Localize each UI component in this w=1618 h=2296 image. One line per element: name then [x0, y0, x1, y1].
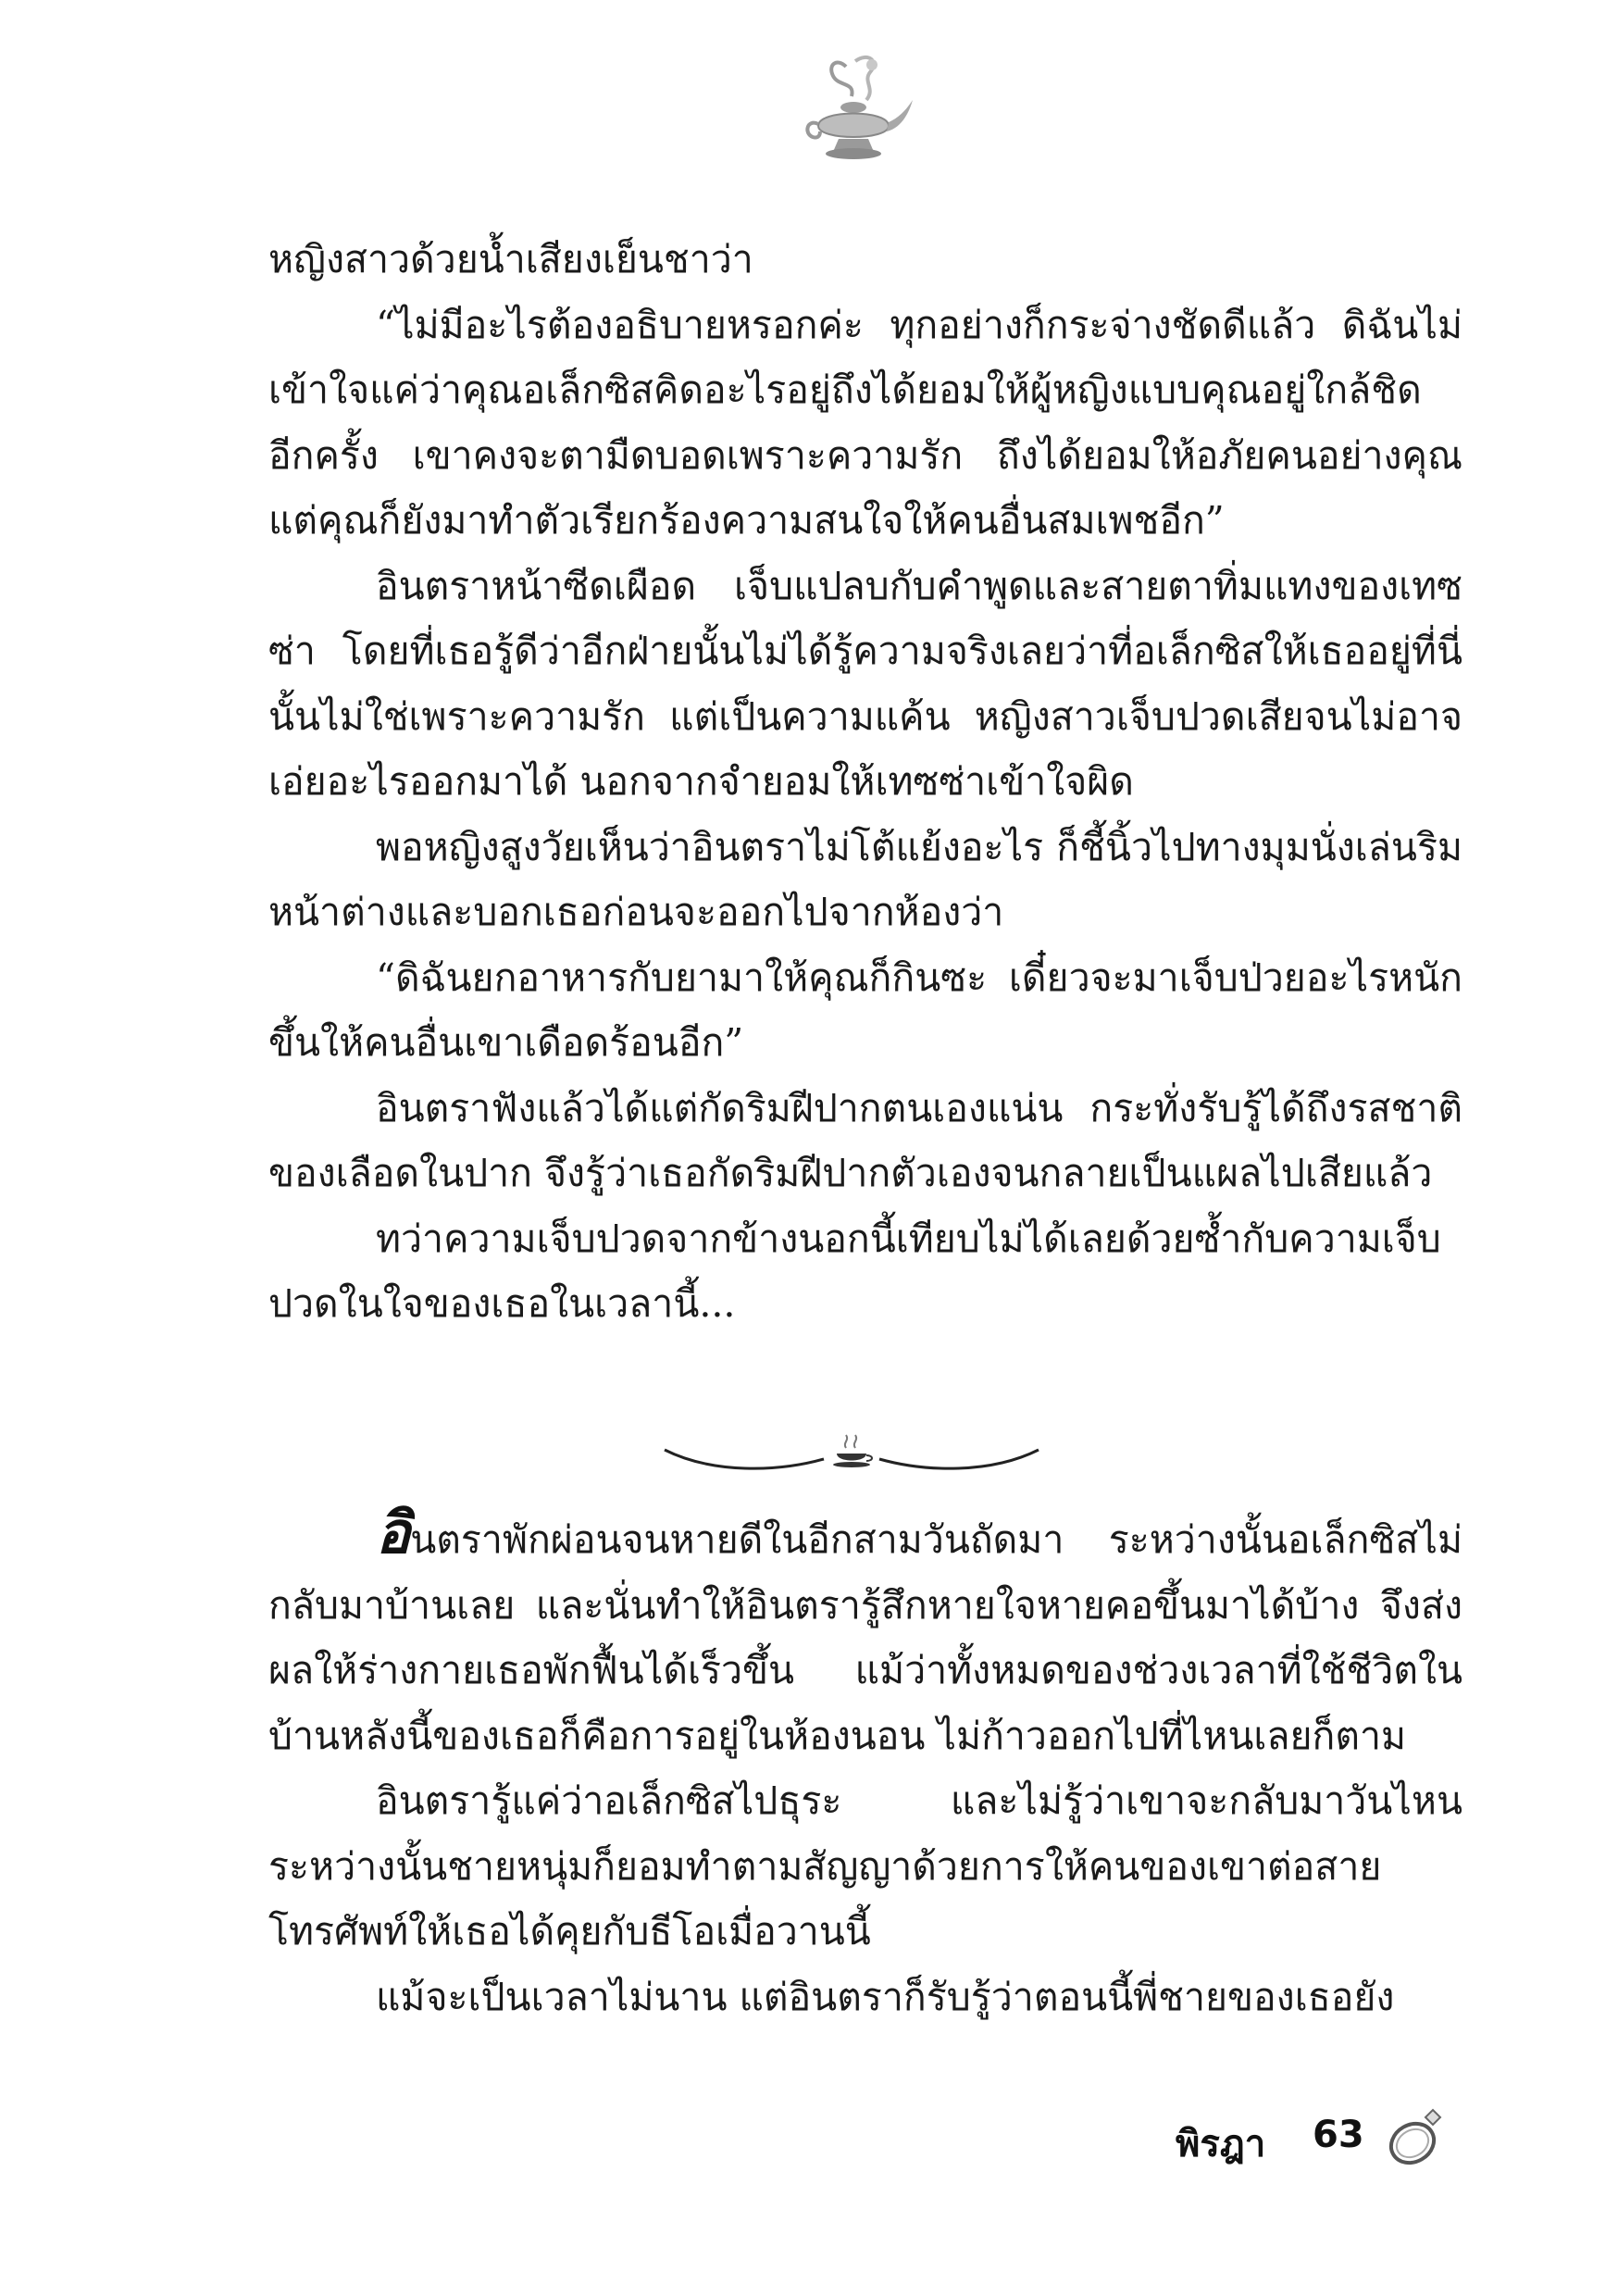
paragraph-1: หญิงสาวด้วยน้ำเสียงเย็นชาว่า [268, 237, 753, 281]
drop-initial: อิ [376, 1499, 411, 1566]
paragraph-3: อินตราหน้าซีดเผือด เจ็บแปลบกับคำพูดและสายตาทิ่มแทงของเทซซ่า โดยที่เธอรู้ดีว่าอีกฝ่ายนั้นไม่ได้รู้ความจริงเลยว่าที่อเล็กซิสให้เธออยู่ที่นี่นั้นไม่ใช่เพราะความรัก แต่เป็นความแค้น หญิงสาวเจ็บปวดเสียจนไม่อาจเอ่ยอะไรออกมาได้ นอกจากจำยอมให้เทซซ่าเข้าใจผิด [268, 563, 1462, 804]
main-text-top [268, 227, 1462, 1337]
section2-paragraph-1-rest: นตราพักผ่อนจนหายดีในอีกสามวันถัดมา ระหว่างนั้นอเล็กซิสไม่กลับมาบ้านเลย และนั่นทำให้อินตรารู้สึกหายใจหายคอขึ้นมาได้บ้าง จึงส่งผลให้ร่างกายเธอพักฟื้นได้เร็วขึ้น แม้ว่าทั้งหมดของช่วงเวลาที่ใช้ชีวิตในบ้านหลังนี้ของเธอก็คือการอยู่ในห้องนอน ไม่ก้าวออกไปที่ไหนเลยก็ตาม [268, 1517, 1462, 1758]
page-number: 63 [1313, 2114, 1364, 2156]
coffee-cup-icon [833, 1435, 872, 1467]
paragraph-5: “ดิฉันยกอาหารกับยามาให้คุณก็กินซะ เดี๋ยวจะมาเจ็บป่วยอะไรหนักขึ้นให้คนอื่นเขาเดือดร้อนอีก” [268, 955, 1462, 1065]
paragraph-7: ทว่าความเจ็บปวดจากข้างนอกนี้เทียบไม่ได้เลยด้วยซ้ำกับความเจ็บปวดในใจของเธอในเวลานี้... [268, 1216, 1441, 1326]
author-name: พิรฎา [1176, 2123, 1266, 2165]
genie-lamp-icon [790, 48, 916, 174]
paragraph-2: “ไม่มีอะไรต้องอธิบายหรอกค่ะ ทุกอย่างก็กระจ่างชัดดีแล้ว ดิฉันไม่เข้าใจแค่ว่าคุณอเล็กซิสคิดอะไรอยู่ถึงได้ยอมให้ผู้หญิงแบบคุณอยู่ใกล้ชิดอีกครั้ง เขาคงจะตามืดบอดเพราะความรัก ถึงได้ยอมให้อภัยคนอย่างคุณ แต่คุณก็ยังมาทำตัวเรียกร้องความสนใจให้คนอื่นสมเพชอีก” [268, 302, 1462, 543]
paragraph-4: พอหญิงสูงวัยเห็นว่าอินตราไม่โต้แย้งอะไร ก็ชี้นิ้วไปทางมุมนั่งเล่นริมหน้าต่างและบอกเธอก่อนจะออกไปจากห้องว่า [268, 824, 1462, 934]
section2-paragraph-2: อินตรารู้แค่ว่าอเล็กซิสไปธุระ และไม่รู้ว่าเขาจะกลับมาวันไหน ระหว่างนั้นชายหนุ่มก็ยอมทำตามสัญญาด้วยการให้คนของเขาต่อสายโทรศัพท์ให้เธอได้คุยกับธีโอเมื่อวานนี้ [268, 1778, 1462, 1953]
ring-icon [1385, 2106, 1446, 2167]
page-footer [1176, 2106, 1481, 2180]
main-text-section-2 [268, 1499, 1462, 2029]
section2-paragraph-3: แม้จะเป็นเวลาไม่นาน แต่อินตราก็รับรู้ว่าตอนนี้พี่ชายของเธอยัง [376, 1974, 1395, 2019]
paragraph-6: อินตราฟังแล้วได้แต่กัดริมฝีปากตนเองแน่น กระทั่งรับรู้ได้ถึงรสชาติของเลือดในปาก จึงรู้ว่าเธอกัดริมฝีปากตัวเองจนกลายเป็นแผลไปเสียแล้ว [268, 1085, 1462, 1195]
section-divider [657, 1431, 1046, 1483]
section2-paragraph-1 [268, 1499, 1462, 1768]
